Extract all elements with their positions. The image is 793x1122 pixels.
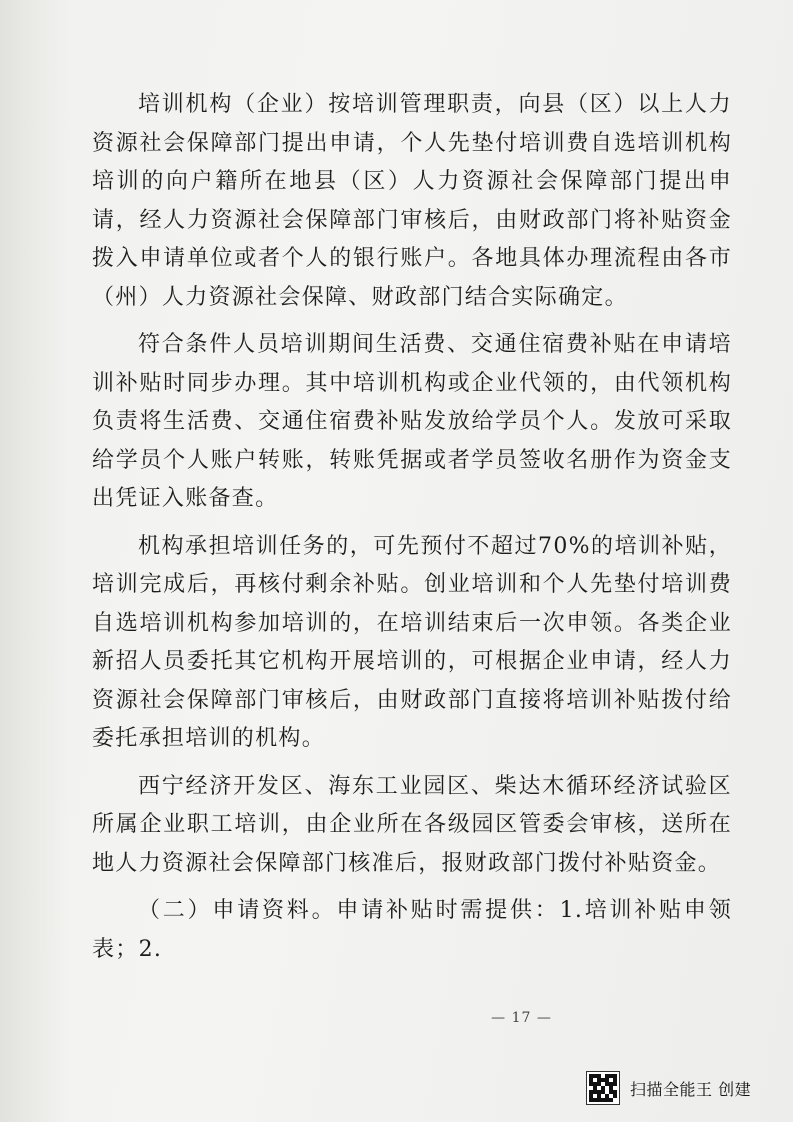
paragraph-prepayment: 机构承担培训任务的，可先预付不超过70%的培训补贴，培训完成后，再核付剩余补贴。创业培训和个人先垫付培训费自选培训机构参加培训的，在培训结束后一次申领。各类企业新招人员委托其它机构开展培训的，可根据企业申请，经人力资源社会保障部门审核后，由财政部门直接将培训补贴拨付给委托承担培训的机构。 <box>92 533 732 751</box>
watermark-label: 扫描全能王 创建 <box>630 1079 752 1099</box>
qr-code-icon <box>586 1071 620 1105</box>
scanner-watermark <box>586 1068 751 1108</box>
page-number: — 17 — <box>491 1010 552 1026</box>
paragraph-living-expense-subsidy: 符合条件人员培训期间生活费、交通住宿费补贴在申请培训补贴时同步办理。其中培训机构或企业代领的，由代领机构负责将生活费、交通住宿费补贴发放给学员个人。发放可采取给学员个人账户转账，转账凭据或者学员签收名册作为资金支出凭证入账备查。 <box>92 332 732 511</box>
paragraph-industrial-park-training: 西宁经济开发区、海东工业园区、柴达木循环经济试验区所属企业职工培训，由企业所在各级园区管委会审核，送所在地人力资源社会保障部门核准后，报财政部门拨付补贴资金。 <box>92 773 732 876</box>
paragraph-application-materials: （二）申请资料。申请补贴时需提供：1.培训补贴申领表；2. <box>92 898 732 962</box>
page-fold-shadow <box>0 0 70 1122</box>
paragraph-application-process: 培训机构（企业）按培训管理职责，向县（区）以上人力资源社会保障部门提出申请，个人先垫付培训费自选培训机构培训的向户籍所在地县（区）人力资源社会保障部门提出申请，经人力资源社会保障部门审核后，由财政部门将补贴资金拨入申请单位或者个人的银行账户。各地具体办理流程由各市（州）人力资源社会保障、财政部门结合实际确定。 <box>92 92 732 310</box>
document-body <box>92 86 732 969</box>
